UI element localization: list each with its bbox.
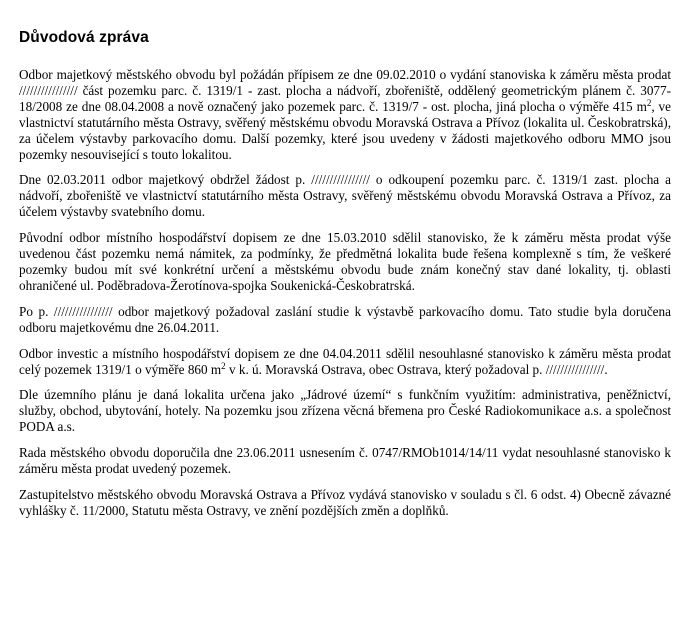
paragraph-text-continued: v k. ú. Moravská Ostrava, obec Ostrava, který požadoval p. ////////////////. — [225, 361, 608, 377]
paragraph-text: Po p. //////////////// odbor majetkový požadoval zaslání studie k výstavbě parkovacího domu. Tato studie byla doručena odboru majetkovému dne 26.04.2011. — [19, 303, 671, 335]
document-page — [19, 28, 671, 529]
paragraph-text: Dle územního plánu je daná lokalita určena jako „Jádrové území“ s funkčním využitím: administrativa, peněžnictví, služby, obchod, ubytování, hotely. Na pozemku jsou zřízena věcná břemena pro České Radiokomunikace a.s. a společnost PODA a.s. — [19, 387, 671, 435]
paragraph-text: Rada městského obvodu doporučila dne 23.06.2011 usnesením č. 0747/RMOb1014/14/11 vydat nesouhlasné stanovisko k záměru města prodat uvedený pozemek. — [19, 445, 671, 477]
paragraph-text: Původní odbor místního hospodářství dopisem ze dne 15.03.2010 sdělil stanovisko, že k záměru města prodat výše uvedenou část pozemku nemá námitek, za podmínky, že předmětná lokalita bude řešena komplexně s tím, že veškeré pozemky budou mít své konkrétní určení a městskému obvodu bude znám konečný stav dané lokality, tj. oblasti ohraničené ul. Poděbradova-Žerotínova-spojka Soukenická-Českobratrská. — [19, 230, 671, 293]
paragraph-assembly-statement — [19, 487, 671, 519]
paragraph-purchase-request — [19, 172, 671, 220]
paragraph-investment-dept-statement — [19, 346, 671, 378]
paragraph-text: Odbor investic a místního hospodářství dopisem ze dne 04.04.2011 sdělil nesouhlasné stanovisko k záměru města prodat celý pozemek 1319/1 o výměře 860 m — [19, 345, 671, 377]
paragraph-text-continued: , ve vlastnictví statutárního města Ostravy, svěřený městskému obvodu Moravská Ostrava a Přívoz (lokalita ul. Českobratrská), za účelem výstavby parkovacího domu. Další pozemky, které jsou uvedeny v žádosti majetkového odboru MMO jsou pozemky nesouvisející s touto lokalitou. — [19, 98, 671, 162]
paragraph-original-statement — [19, 230, 671, 294]
superscript-exponent: 2 — [646, 97, 652, 108]
paragraph-text: Dne 02.03.2011 odbor majetkový obdržel žádost p. //////////////// o odkoupení pozemku parc. č. 1319/1 zast. plocha a nádvoří, zbořeniště ve vlastnictví statutárního města Ostravy, svěřený městskému obvodu Moravská Ostrava a Přívoz, za účelem výstavby svatebního domu. — [19, 172, 671, 220]
paragraph-zoning-plan — [19, 387, 671, 435]
paragraph-council-recommendation — [19, 445, 671, 477]
document-title: Důvodová zpráva — [19, 29, 149, 46]
superscript-exponent: 2 — [221, 360, 226, 371]
paragraph-study-request — [19, 304, 671, 336]
paragraph-text: Odbor majetkový městského obvodu byl požádán přípisem ze dne 09.02.2010 o vydání stanoviska k záměru města prodat //////////////// část pozemku parc. č. 1319/1 - zast. plocha a nádvoří, zbořeniště, oddělený geometrickým plánem č. 3077-18/2008 ze dne 08.04.2008 a nově označený jako pozemek parc. č. 1319/7 - ost. plocha, jiná plocha o výměře 415 m — [19, 67, 671, 114]
paragraph-text: Zastupitelstvo městského obvodu Moravská Ostrava a Přívoz vydává stanovisko v souladu s čl. 6 odst. 4) Obecně závazné vyhlášky č. 11/2000, Statutu města Ostravy, ve znění pozdějších změn a doplňků. — [19, 486, 671, 518]
paragraph-request-parking-house — [19, 67, 671, 162]
